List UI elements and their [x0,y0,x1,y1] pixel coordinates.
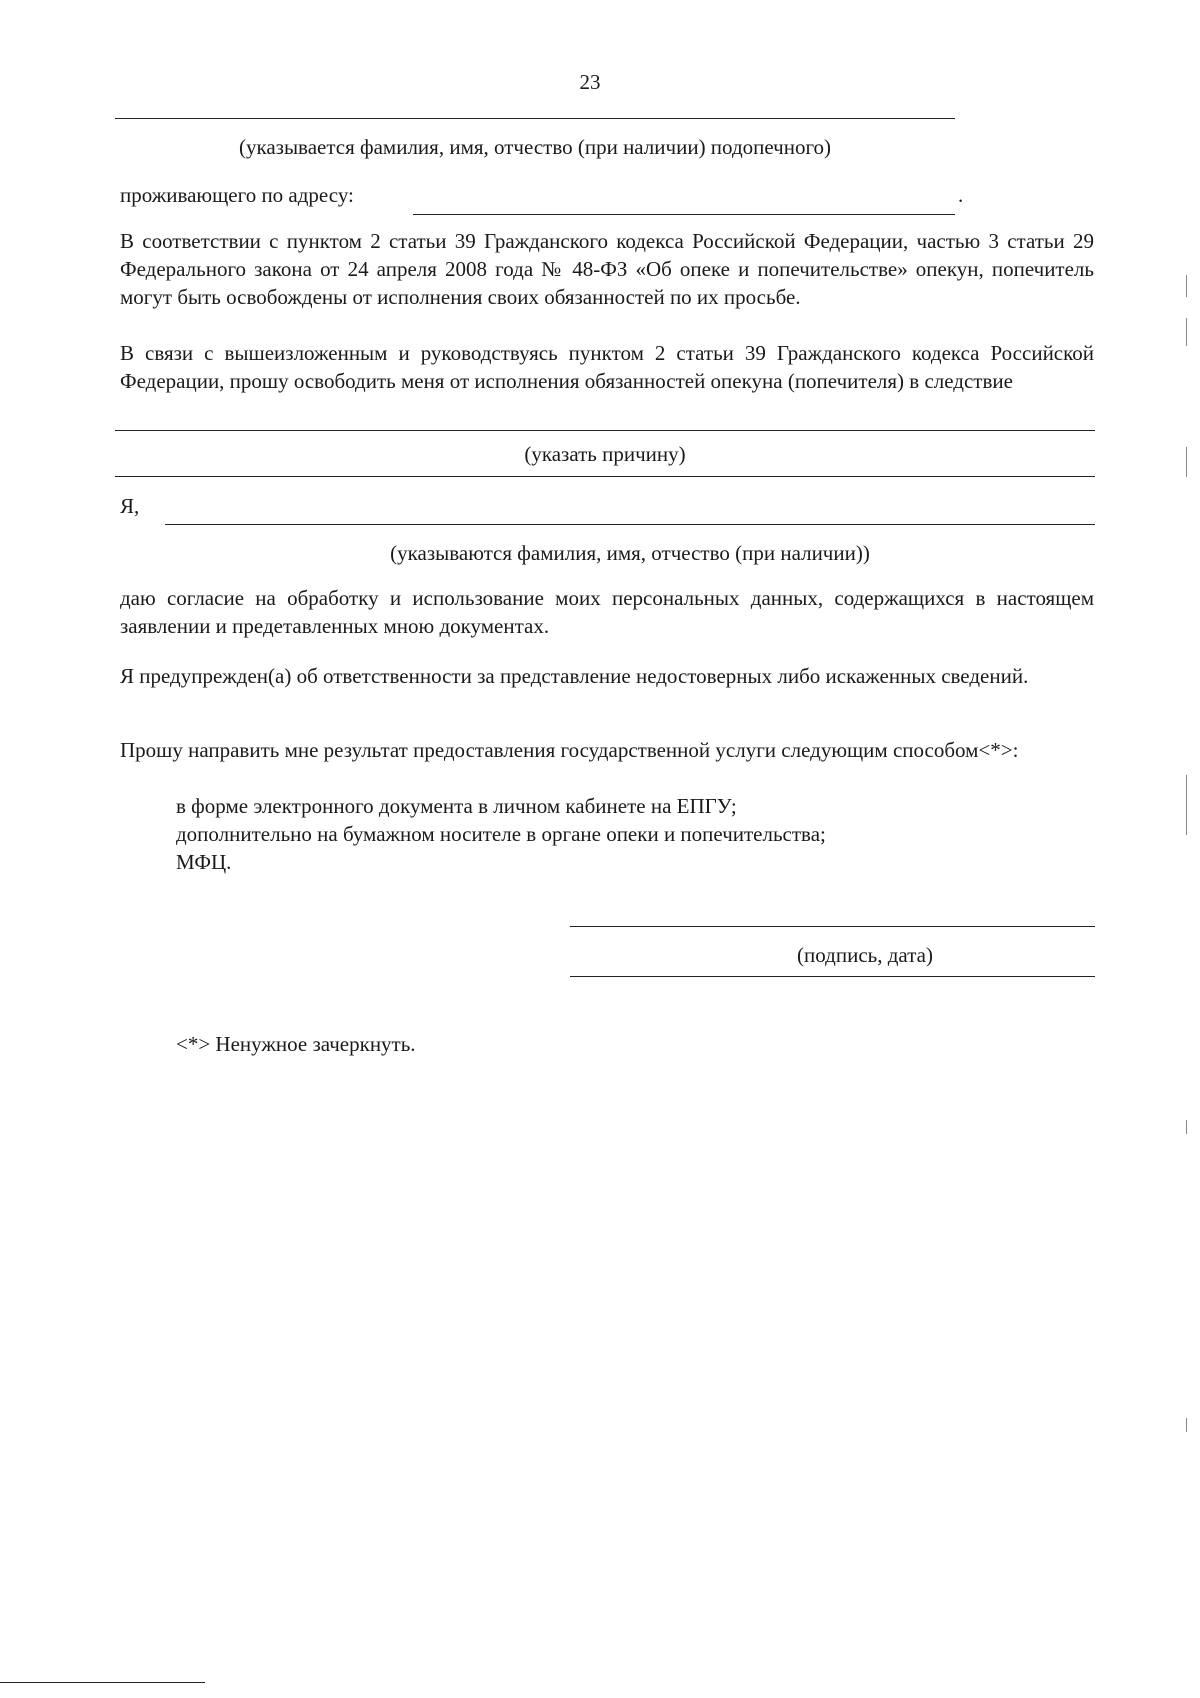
consent-paragraph: даю согласие на обработку и использование моих персональных данных, содержащихся в настоящем заявлении и предетавленных мною документах. [120,586,1094,638]
delivery-option-mfc: МФЦ. [176,850,232,874]
ward-name-line [115,118,955,119]
signature-line-bottom [570,976,1095,977]
release-request-paragraph: В связи с вышеизложенным и руководствуясь пунктом 2 статьи 39 Гражданского кодекса Российской Федерации, прошу освободить меня от исполнения обязанностей опекуна (попечителя) в следствие [120,341,1094,393]
scan-artifact [1186,275,1187,297]
footnote: <*> Ненужное зачеркнуть. [176,1032,416,1056]
scan-artifact [1186,1120,1187,1134]
signature-caption: (подпись, дата) [797,943,933,967]
footnote-separator-line [0,1682,205,1683]
ward-name-caption: (указывается фамилия, имя, отчество (при наличии) подопечного) [238,135,832,159]
address-label: проживающего по адресу: [120,183,354,207]
address-end-dot: . [958,183,964,207]
scan-artifact [1186,775,1187,835]
reason-caption: (указать причину) [524,442,686,466]
applicant-name-caption: (указываются фамилия, имя, отчество (при наличии)) [390,541,870,565]
signature-line-top [570,926,1095,927]
legal-basis-paragraph: В соответствии с пунктом 2 статьи 39 Гражданского кодекса Российской Федерации, частью 3 статьи 29 Федерального закона от 24 апреля 2008 года № 48-ФЗ «Об опеке и попечительстве» опекун, попечитель могут быть освобождены от исполнения своих обязанностей по их просьбе. [120,229,1094,309]
address-line [413,214,955,215]
delivery-option-epgu: в форме электронного документа в личном кабинете на ЕПГУ; [176,794,737,818]
warning-paragraph: Я предупрежден(а) об ответственности за представление недостоверных либо искаженных сведений. [120,664,1029,688]
page-number: 23 [579,70,601,94]
applicant-name-line [165,524,1095,525]
reason-line-top [115,430,1095,431]
reason-line-bottom [115,476,1095,477]
ya-label: Я, [120,494,140,518]
scan-artifact [1186,447,1187,477]
scan-artifact [1186,1418,1187,1432]
scan-artifact [1186,318,1187,346]
delivery-method-paragraph: Прошу направить мне результат предоставления государственной услуги следующим способом<*>: [120,738,1019,762]
delivery-option-paper: дополнительно на бумажном носителе в органе опеки и попечительства; [176,822,826,846]
